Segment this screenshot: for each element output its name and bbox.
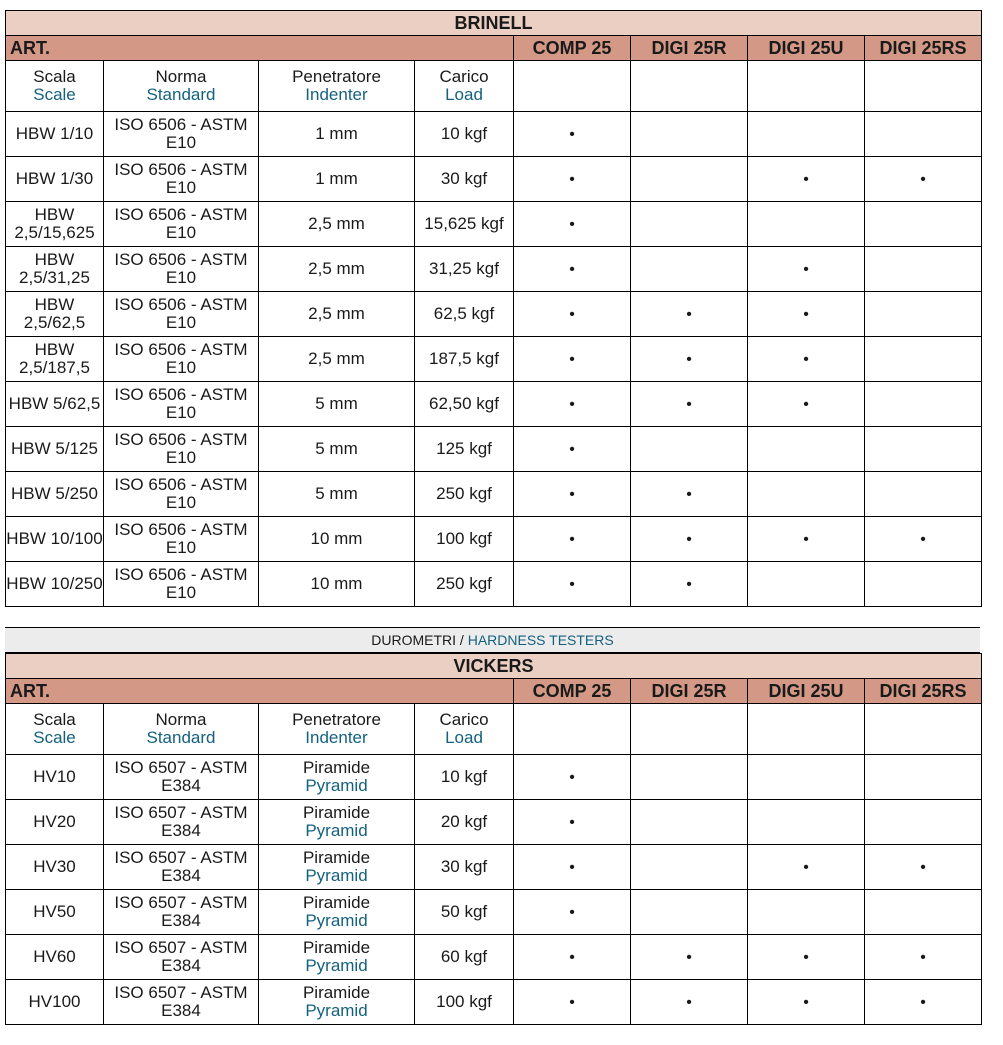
model-cell (748, 157, 865, 202)
scale-cell: HBW 2,5/15,625 (6, 202, 104, 247)
scale-cell: HV60 (6, 935, 104, 980)
vickers-table (5, 653, 982, 1025)
indenter-text: 2,5 mm (308, 214, 365, 233)
model-cell (514, 112, 631, 157)
table-row (6, 935, 982, 980)
indenter-cell (259, 800, 415, 845)
load-cell: 187,5 kgf (415, 337, 514, 382)
load-header: Carico Load (415, 704, 514, 755)
indenter-cell (259, 517, 415, 562)
table-row (6, 845, 982, 890)
model-cell (865, 157, 982, 202)
indenter-text: Piramide (302, 848, 371, 867)
standard-header: Norma Standard (104, 704, 259, 755)
availability-dot: • (803, 531, 809, 548)
model-cell (748, 562, 865, 607)
indenter-cell (259, 292, 415, 337)
table-row (6, 755, 982, 800)
availability-dot: • (920, 531, 926, 548)
model-cell (748, 247, 865, 292)
scale-cell: HBW 1/30 (6, 157, 104, 202)
model-cell (748, 472, 865, 517)
standard-cell: ISO 6506 - ASTM E10 (104, 112, 259, 157)
availability-dot: • (803, 949, 809, 966)
indenter-text: 10 mm (310, 529, 363, 548)
indenter-cell (259, 157, 415, 202)
indenter-text: Piramide (302, 758, 371, 777)
availability-dot: • (686, 994, 692, 1011)
model-cell (748, 800, 865, 845)
table-row (6, 562, 982, 607)
availability-dot: • (803, 261, 809, 278)
indenter-text-en: Pyramid (305, 911, 368, 930)
model-cell (748, 517, 865, 562)
model-cell (514, 890, 631, 935)
availability-dot: • (803, 171, 809, 188)
model-cell (631, 157, 748, 202)
model-cell (865, 980, 982, 1025)
availability-dot: • (569, 351, 575, 368)
model-cell (631, 427, 748, 472)
scale-cell: HBW 5/250 (6, 472, 104, 517)
availability-dot: • (569, 171, 575, 188)
model-cell (748, 755, 865, 800)
availability-dot: • (569, 949, 575, 966)
model-header: DIGI 25RS (865, 679, 982, 704)
model-header: DIGI 25RS (865, 36, 982, 61)
model-cell (865, 337, 982, 382)
vickers-title: VICKERS (6, 654, 982, 679)
model-cell (865, 755, 982, 800)
load-cell: 250 kgf (415, 472, 514, 517)
load-cell: 15,625 kgf (415, 202, 514, 247)
scale-header: Scala Scale (6, 61, 104, 112)
model-cell (748, 337, 865, 382)
availability-dot: • (686, 486, 692, 503)
model-cell (865, 202, 982, 247)
indenter-cell (259, 247, 415, 292)
load-cell: 62,5 kgf (415, 292, 514, 337)
availability-dot: • (920, 994, 926, 1011)
indenter-header: Penetratore Indenter (259, 704, 415, 755)
load-cell: 125 kgf (415, 427, 514, 472)
indenter-text: 2,5 mm (308, 349, 365, 368)
model-header: COMP 25 (514, 679, 631, 704)
model-header: COMP 25 (514, 36, 631, 61)
model-cell (514, 980, 631, 1025)
indenter-text: 5 mm (315, 394, 358, 413)
standard-cell: ISO 6506 - ASTM E10 (104, 427, 259, 472)
model-cell (748, 382, 865, 427)
model-cell (631, 112, 748, 157)
availability-dot: • (569, 814, 575, 831)
scale-cell: HBW 5/62,5 (6, 382, 104, 427)
model-cell (865, 247, 982, 292)
scale-cell: HV10 (6, 755, 104, 800)
indenter-cell (259, 845, 415, 890)
indenter-cell (259, 337, 415, 382)
model-cell (514, 292, 631, 337)
indenter-text: Piramide (302, 803, 371, 822)
indenter-text: 2,5 mm (308, 259, 365, 278)
availability-dot: • (569, 441, 575, 458)
model-cell (631, 202, 748, 247)
availability-dot: • (686, 396, 692, 413)
standard-cell: ISO 6506 - ASTM E10 (104, 382, 259, 427)
model-cell (514, 517, 631, 562)
model-cell (514, 247, 631, 292)
model-cell (631, 980, 748, 1025)
load-cell: 250 kgf (415, 562, 514, 607)
load-cell: 62,50 kgf (415, 382, 514, 427)
indenter-text-en: Pyramid (305, 821, 368, 840)
indenter-cell (259, 382, 415, 427)
model-cell (514, 157, 631, 202)
table-row (6, 980, 982, 1025)
model-cell (631, 890, 748, 935)
model-header: DIGI 25U (748, 36, 865, 61)
scale-cell: HBW 1/10 (6, 112, 104, 157)
model-cell (514, 202, 631, 247)
availability-dot: • (920, 171, 926, 188)
indenter-cell (259, 472, 415, 517)
model-cell (514, 800, 631, 845)
model-cell (631, 935, 748, 980)
scale-cell: HBW 2,5/187,5 (6, 337, 104, 382)
model-cell (631, 845, 748, 890)
indenter-text-en: Pyramid (305, 956, 368, 975)
indenter-cell (259, 755, 415, 800)
availability-dot: • (569, 904, 575, 921)
standard-header: Norma Standard (104, 61, 259, 112)
availability-dot: • (569, 261, 575, 278)
table-row (6, 800, 982, 845)
table-row (6, 472, 982, 517)
model-cell (514, 845, 631, 890)
indenter-cell (259, 562, 415, 607)
model-cell (631, 800, 748, 845)
indenter-cell (259, 935, 415, 980)
indenter-text: 5 mm (315, 439, 358, 458)
model-cell (748, 292, 865, 337)
table-row (6, 202, 982, 247)
indenter-text: 2,5 mm (308, 304, 365, 323)
indenter-cell (259, 202, 415, 247)
standard-cell: ISO 6506 - ASTM E10 (104, 157, 259, 202)
table-row (6, 427, 982, 472)
standard-cell: ISO 6506 - ASTM E10 (104, 562, 259, 607)
availability-dot: • (803, 396, 809, 413)
availability-dot: • (569, 859, 575, 876)
availability-dot: • (686, 306, 692, 323)
availability-dot: • (569, 396, 575, 413)
model-cell (865, 427, 982, 472)
scale-cell: HBW 10/250 (6, 562, 104, 607)
model-cell (514, 935, 631, 980)
scale-header: Scala Scale (6, 704, 104, 755)
brinell-title: BRINELL (6, 11, 982, 36)
model-cell (631, 562, 748, 607)
model-cell (631, 292, 748, 337)
scale-cell: HV20 (6, 800, 104, 845)
indenter-text: Piramide (302, 983, 371, 1002)
scale-cell: HBW 2,5/31,25 (6, 247, 104, 292)
model-cell (865, 382, 982, 427)
load-cell: 10 kgf (415, 755, 514, 800)
model-cell (514, 337, 631, 382)
model-cell (631, 247, 748, 292)
load-cell: 20 kgf (415, 800, 514, 845)
load-cell: 30 kgf (415, 157, 514, 202)
standard-cell: ISO 6506 - ASTM E10 (104, 337, 259, 382)
model-cell (865, 845, 982, 890)
standard-cell: ISO 6507 - ASTM E384 (104, 890, 259, 935)
standard-cell: ISO 6507 - ASTM E384 (104, 755, 259, 800)
model-cell (865, 800, 982, 845)
scale-cell: HBW 2,5/62,5 (6, 292, 104, 337)
indenter-text: Piramide (302, 893, 371, 912)
model-cell (865, 935, 982, 980)
standard-cell: ISO 6507 - ASTM E384 (104, 935, 259, 980)
table-row (6, 517, 982, 562)
table-row (6, 337, 982, 382)
availability-dot: • (686, 351, 692, 368)
brinell-table (5, 10, 982, 607)
availability-dot: • (569, 531, 575, 548)
model-cell (631, 382, 748, 427)
availability-dot: • (803, 994, 809, 1011)
model-cell (865, 517, 982, 562)
model-cell (748, 202, 865, 247)
load-cell: 50 kgf (415, 890, 514, 935)
indenter-text-en: Pyramid (305, 1001, 368, 1020)
indenter-text: 1 mm (315, 124, 358, 143)
load-header: Carico Load (415, 61, 514, 112)
standard-cell: ISO 6507 - ASTM E384 (104, 845, 259, 890)
load-cell: 31,25 kgf (415, 247, 514, 292)
model-cell (865, 112, 982, 157)
table-row (6, 382, 982, 427)
scale-cell: HV30 (6, 845, 104, 890)
availability-dot: • (803, 306, 809, 323)
standard-cell: ISO 6506 - ASTM E10 (104, 247, 259, 292)
model-cell (514, 472, 631, 517)
section-strip: DUROMETRI / HARDNESS TESTERS (5, 627, 980, 653)
availability-dot: • (569, 126, 575, 143)
model-cell (631, 755, 748, 800)
availability-dot: • (569, 216, 575, 233)
indenter-text: Piramide (302, 938, 371, 957)
table-row (6, 247, 982, 292)
availability-dot: • (920, 859, 926, 876)
model-cell (631, 517, 748, 562)
table-row (6, 890, 982, 935)
availability-dot: • (803, 351, 809, 368)
model-cell (748, 890, 865, 935)
art-label: ART. (6, 679, 514, 704)
table-row (6, 292, 982, 337)
indenter-text: 10 mm (310, 574, 363, 593)
indenter-text-en: Pyramid (305, 866, 368, 885)
load-cell: 60 kgf (415, 935, 514, 980)
model-cell (748, 980, 865, 1025)
scale-cell: HV50 (6, 890, 104, 935)
scale-cell: HBW 5/125 (6, 427, 104, 472)
model-cell (748, 935, 865, 980)
load-cell: 10 kgf (415, 112, 514, 157)
indenter-header: Penetratore Indenter (259, 61, 415, 112)
load-cell: 100 kgf (415, 517, 514, 562)
indenter-cell (259, 890, 415, 935)
scale-cell: HV100 (6, 980, 104, 1025)
availability-dot: • (569, 769, 575, 786)
indenter-cell (259, 427, 415, 472)
scale-cell: HBW 10/100 (6, 517, 104, 562)
indenter-text: 5 mm (315, 484, 358, 503)
art-label: ART. (6, 36, 514, 61)
model-cell (748, 112, 865, 157)
indenter-text: 1 mm (315, 169, 358, 188)
model-cell (514, 562, 631, 607)
indenter-cell (259, 112, 415, 157)
availability-dot: • (569, 994, 575, 1011)
availability-dot: • (686, 576, 692, 593)
model-cell (865, 292, 982, 337)
availability-dot: • (569, 306, 575, 323)
model-cell (865, 890, 982, 935)
model-cell (748, 845, 865, 890)
model-cell (865, 562, 982, 607)
model-header: DIGI 25U (748, 679, 865, 704)
standard-cell: ISO 6506 - ASTM E10 (104, 202, 259, 247)
availability-dot: • (686, 531, 692, 548)
standard-cell: ISO 6506 - ASTM E10 (104, 517, 259, 562)
availability-dot: • (569, 576, 575, 593)
standard-cell: ISO 6506 - ASTM E10 (104, 472, 259, 517)
model-cell (631, 337, 748, 382)
model-header: DIGI 25R (631, 36, 748, 61)
model-cell (865, 472, 982, 517)
model-cell (514, 382, 631, 427)
model-cell (514, 427, 631, 472)
table-row (6, 112, 982, 157)
model-cell (631, 472, 748, 517)
availability-dot: • (920, 949, 926, 966)
model-cell (514, 755, 631, 800)
table-row (6, 157, 982, 202)
standard-cell: ISO 6506 - ASTM E10 (104, 292, 259, 337)
indenter-cell (259, 980, 415, 1025)
standard-cell: ISO 6507 - ASTM E384 (104, 980, 259, 1025)
load-cell: 100 kgf (415, 980, 514, 1025)
availability-dot: • (803, 859, 809, 876)
standard-cell: ISO 6507 - ASTM E384 (104, 800, 259, 845)
availability-dot: • (686, 949, 692, 966)
model-cell (748, 427, 865, 472)
load-cell: 30 kgf (415, 845, 514, 890)
model-header: DIGI 25R (631, 679, 748, 704)
availability-dot: • (569, 486, 575, 503)
indenter-text-en: Pyramid (305, 776, 368, 795)
